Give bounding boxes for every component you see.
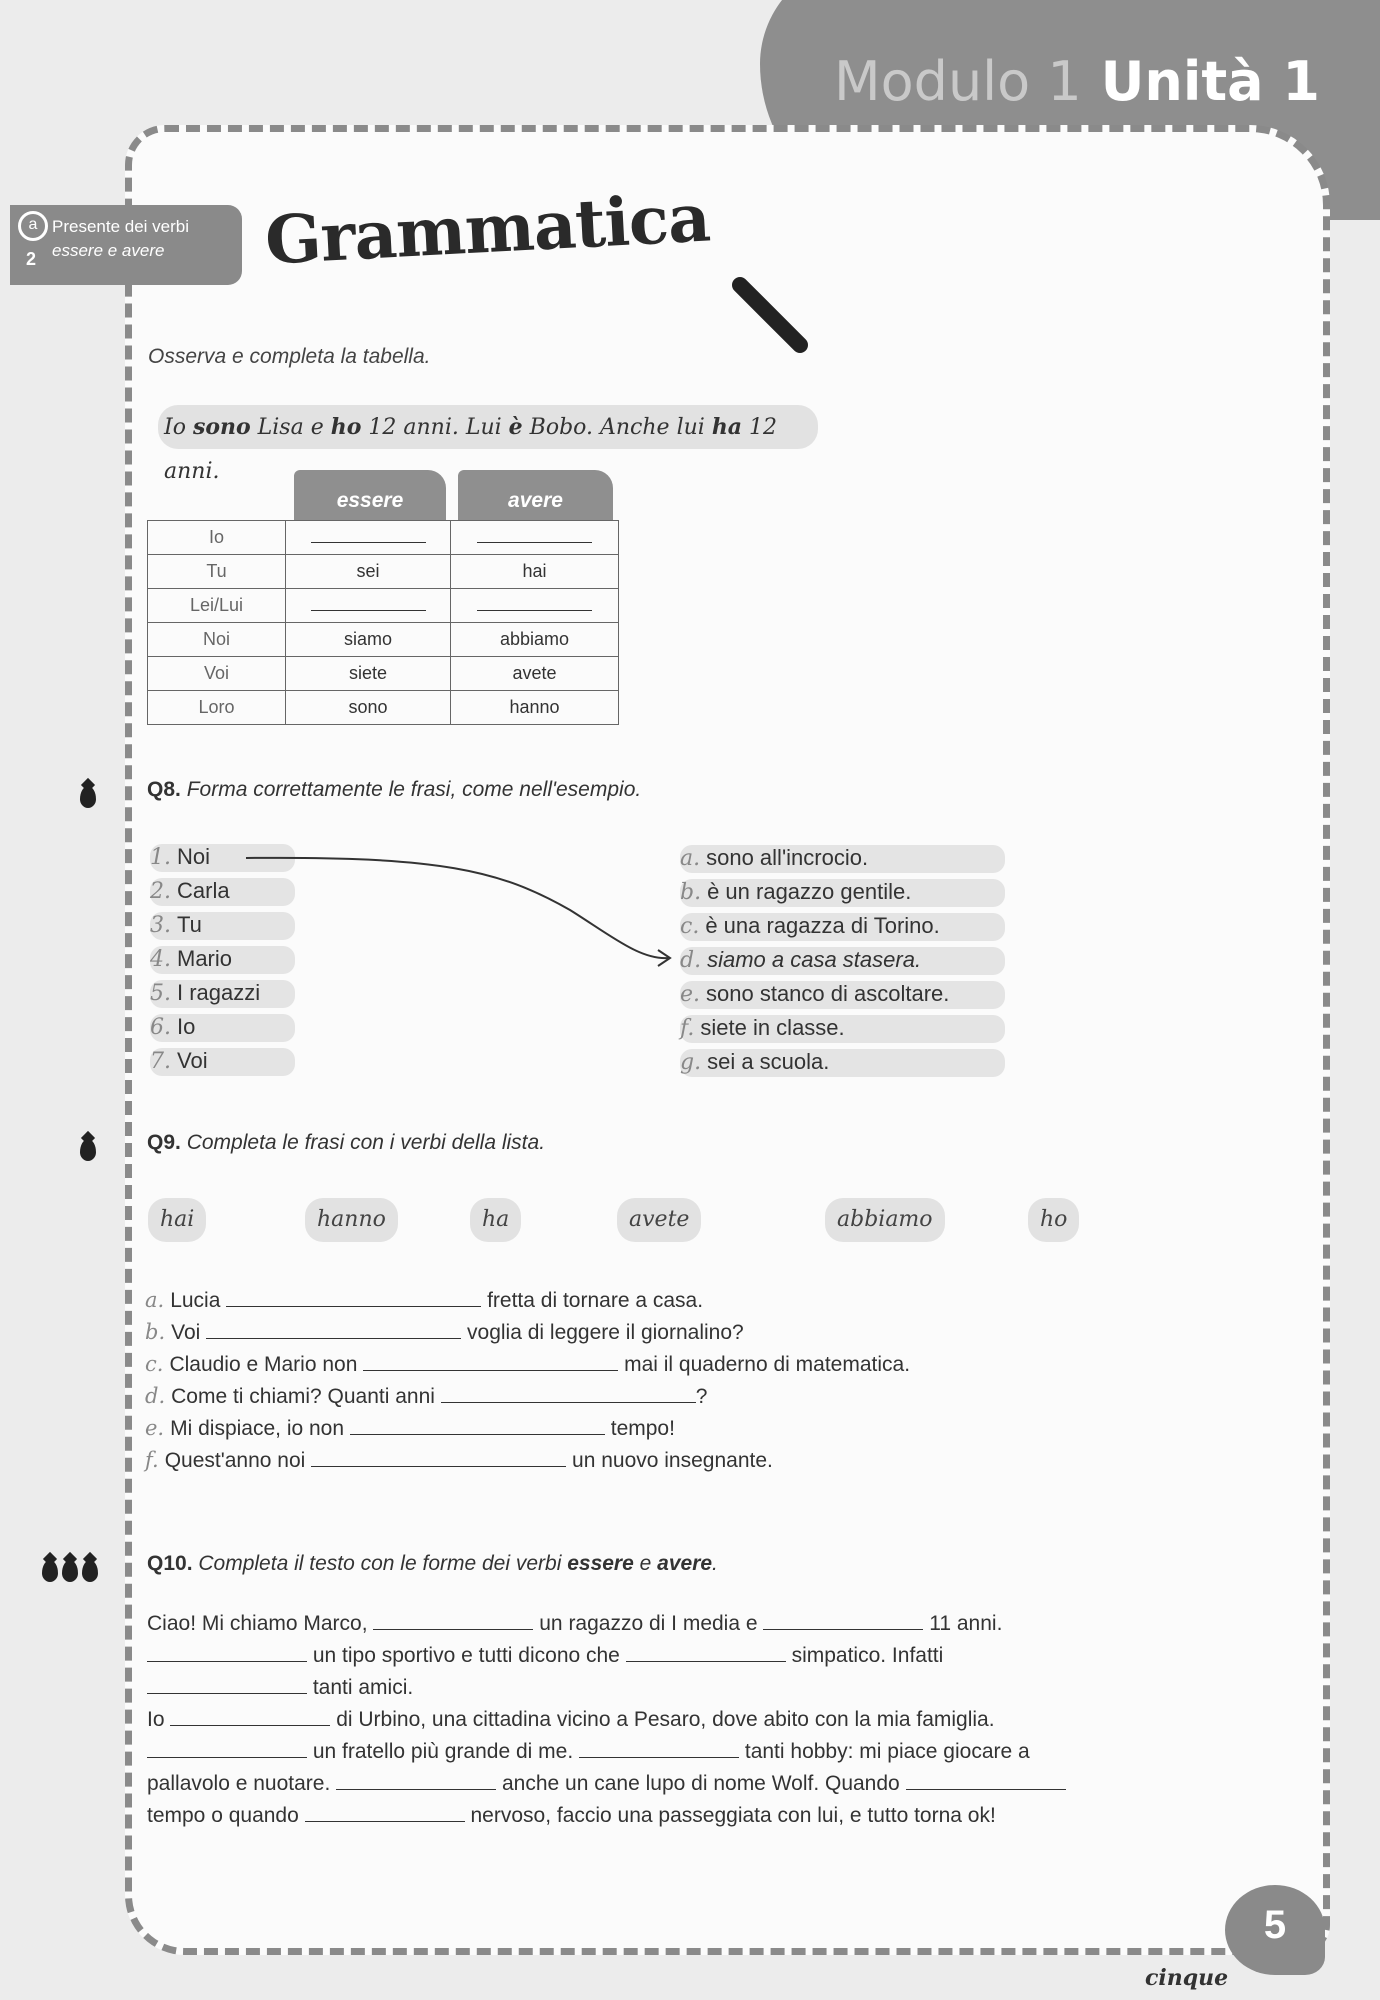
list-item[interactable]: 4. Mario — [150, 944, 232, 974]
answer-blank[interactable] — [147, 1741, 307, 1758]
list-item[interactable]: f. siete in classe. — [680, 1013, 845, 1043]
answer-blank[interactable] — [311, 1450, 566, 1467]
answer-blank[interactable] — [763, 1613, 923, 1630]
answer-blank[interactable] — [373, 1613, 533, 1630]
answer-blank[interactable] — [226, 1290, 481, 1307]
essere-cell: siete — [286, 657, 451, 691]
answer-blank[interactable] — [626, 1645, 786, 1662]
word-chip: ho — [1028, 1198, 1079, 1242]
q10-line: un tipo sportivo e tutti dicono che simpatico. Infatti — [147, 1644, 943, 1668]
q10-line: Io di Urbino, una cittadina vicino a Pesaro, dove abito con la mia famiglia. — [147, 1708, 995, 1731]
topic-line-2: essere e avere — [52, 241, 165, 260]
pronoun-cell: Lei/Lui — [148, 589, 286, 623]
difficulty-icon-three — [42, 1558, 102, 1589]
answer-blank[interactable] — [579, 1741, 739, 1758]
topic-tab — [10, 205, 242, 285]
topic-line-1: Presente dei verbi — [52, 217, 190, 236]
pronoun-cell: Io — [148, 521, 286, 555]
list-item[interactable]: 5. I ragazzi — [150, 978, 260, 1008]
list-item[interactable]: 2. Carla — [150, 876, 230, 906]
table-row — [148, 691, 619, 725]
answer-blank[interactable] — [286, 589, 451, 623]
word-chip: abbiamo — [825, 1198, 945, 1242]
answer-blank[interactable] — [451, 521, 619, 555]
list-item[interactable]: 6. Io — [150, 1012, 195, 1042]
q9-heading: Q9. Completa le frasi con i verbi della lista. — [147, 1131, 546, 1154]
word-chip: hai — [148, 1198, 206, 1242]
list-item[interactable]: e. sono stanco di ascoltare. — [680, 979, 949, 1009]
column-header-avere: avere — [458, 470, 613, 520]
page-number-badge: 5 — [1225, 1885, 1325, 1975]
answer-blank[interactable] — [906, 1773, 1066, 1790]
q10-line: tempo o quando nervoso, faccio una passeggiata con lui, e tutto torna ok! — [147, 1804, 996, 1827]
example-sentence: Io sono Lisa e ho 12 anni. Lui è Bobo. Anche lui ha 12 anni. — [158, 405, 818, 449]
table-row — [148, 589, 619, 623]
answer-blank[interactable] — [147, 1677, 307, 1694]
q9-sentence: f. Quest'anno noi un nuovo insegnante. — [145, 1448, 773, 1472]
answer-blank[interactable] — [206, 1322, 461, 1339]
list-item[interactable]: b. è un ragazzo gentile. — [680, 877, 911, 907]
conjugation-table — [147, 520, 619, 725]
answer-blank[interactable] — [350, 1418, 605, 1435]
word-chip: hanno — [305, 1198, 398, 1242]
difficulty-icon — [80, 1137, 100, 1168]
essere-cell: sono — [286, 691, 451, 725]
unit-label: Unità 1 — [1100, 50, 1320, 113]
list-item[interactable]: a. sono all'incrocio. — [680, 843, 868, 873]
table-row — [148, 555, 619, 589]
essere-cell: siamo — [286, 623, 451, 657]
pronoun-cell: Noi — [148, 623, 286, 657]
list-item[interactable]: 3. Tu — [150, 910, 202, 940]
q10-line: tanti amici. — [147, 1676, 413, 1700]
answer-blank[interactable] — [147, 1645, 307, 1662]
pronoun-cell: Tu — [148, 555, 286, 589]
table-row — [148, 521, 619, 555]
q9-sentence: c. Claudio e Mario non mai il quaderno di matematica. — [145, 1352, 911, 1376]
avere-cell: hanno — [451, 691, 619, 725]
q8-heading: Q8. Forma correttamente le frasi, come nell'esempio. — [147, 778, 642, 801]
topic-number: 2 — [26, 249, 37, 269]
list-item[interactable]: g. sei a scuola. — [680, 1047, 829, 1077]
list-item[interactable]: 1. Noi — [150, 842, 210, 872]
module-label: Modulo 1 — [834, 50, 1082, 113]
q9-sentence: e. Mi dispiace, io non tempo! — [145, 1416, 675, 1440]
list-item[interactable]: c. è una ragazza di Torino. — [680, 911, 940, 941]
column-header-essere: essere — [294, 470, 446, 520]
answer-blank[interactable] — [363, 1354, 618, 1371]
q10-line: Ciao! Mi chiamo Marco, un ragazzo di I media e 11 anni. — [147, 1612, 1003, 1635]
avere-cell: hai — [451, 555, 619, 589]
answer-blank[interactable] — [286, 521, 451, 555]
q10-heading: Q10. Completa il testo con le forme dei verbi essere e avere. — [147, 1552, 718, 1575]
list-item[interactable]: d. siamo a casa stasera. — [680, 945, 921, 975]
magnifier-letter-icon: a — [18, 211, 48, 241]
table-instruction: Osserva e completa la tabella. — [148, 345, 431, 368]
table-row — [148, 623, 619, 657]
essere-cell: sei — [286, 555, 451, 589]
q10-line: un fratello più grande di me. tanti hobby: mi piace giocare a — [147, 1740, 1030, 1764]
table-row — [148, 657, 619, 691]
list-item[interactable]: 7. Voi — [150, 1046, 208, 1076]
q9-sentence: a. Lucia fretta di tornare a casa. — [145, 1288, 704, 1312]
pronoun-cell: Voi — [148, 657, 286, 691]
example-connector-arrow — [240, 850, 680, 970]
avere-cell: abbiamo — [451, 623, 619, 657]
q10-line: pallavolo e nuotare. anche un cane lupo di nome Wolf. Quando — [147, 1772, 1066, 1796]
answer-blank[interactable] — [336, 1773, 496, 1790]
answer-blank[interactable] — [170, 1709, 330, 1726]
avere-cell: avete — [451, 657, 619, 691]
word-chip: avete — [617, 1198, 701, 1242]
word-chip: ha — [470, 1198, 521, 1242]
page-number-word: cinque — [1145, 1965, 1229, 1991]
section-title: Grammatica — [263, 178, 712, 280]
answer-blank[interactable] — [441, 1386, 696, 1403]
answer-blank[interactable] — [451, 589, 619, 623]
q9-sentence: d. Come ti chiami? Quanti anni ? — [145, 1384, 708, 1408]
q9-sentence: b. Voi voglia di leggere il giornalino? — [145, 1320, 744, 1344]
magnifier-icon — [640, 195, 810, 355]
difficulty-icon — [80, 784, 100, 815]
answer-blank[interactable] — [305, 1805, 465, 1822]
module-unit-title — [834, 50, 1320, 113]
pronoun-cell: Loro — [148, 691, 286, 725]
